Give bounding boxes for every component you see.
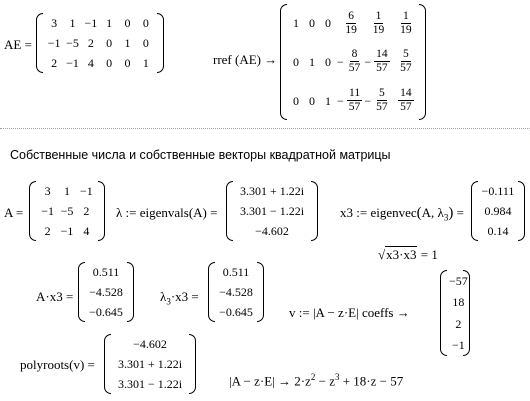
a-label: A = bbox=[4, 205, 24, 220]
matrix-fraction: $\frac{1}{19}$ bbox=[400, 9, 412, 36]
matrix-fraction: $\frac{1}{19}$ bbox=[372, 9, 385, 36]
lambda-vector bbox=[226, 181, 318, 241]
matrix-cell: −1 bbox=[41, 204, 55, 218]
vector-cell: 3.301 + 1.22i bbox=[239, 184, 305, 198]
matrix-cell: 1 bbox=[142, 56, 149, 70]
x3-vector bbox=[471, 181, 525, 241]
matrix-cell: 1 bbox=[293, 16, 299, 31]
vector-cell: 18 bbox=[452, 295, 465, 310]
matrix-fraction: − $\frac{11}{57}$ bbox=[337, 87, 361, 114]
matrix-cell: 0 bbox=[293, 54, 299, 69]
matrix-cell: 0 bbox=[106, 36, 113, 50]
vector-cell: −4.602 bbox=[255, 224, 289, 238]
v-vector bbox=[440, 270, 470, 356]
rref-label: rref (AE) → bbox=[213, 52, 278, 67]
a-matrix bbox=[29, 181, 105, 241]
vector-cell: 3.301 − 1.22i bbox=[117, 377, 183, 391]
charpoly-expression: $|A - z\cdot E| \to 2\cdot z^2 - z^3 + 18\cdot z - 57$ bbox=[229, 372, 404, 389]
matrix-cell: 0 bbox=[325, 16, 331, 31]
matrix-cell: 1 bbox=[69, 16, 76, 30]
vector-cell: −57 bbox=[449, 273, 468, 288]
polyroots-vector bbox=[104, 334, 196, 394]
matrix-cell: 0 bbox=[142, 36, 149, 50]
matrix-cell: 3 bbox=[51, 16, 58, 30]
vector-cell: 0.511 bbox=[92, 265, 120, 279]
matrix-cell: 0 bbox=[309, 16, 315, 31]
vector-cell: −1 bbox=[452, 338, 465, 353]
ax3-label: A·x3 = bbox=[36, 289, 74, 304]
ae-label: AE = bbox=[4, 37, 32, 52]
matrix-cell: −5 bbox=[60, 204, 74, 218]
matrix-cell: −1 bbox=[47, 36, 61, 50]
matrix-cell: 2 bbox=[44, 224, 51, 238]
matrix-cell: −5 bbox=[66, 36, 79, 50]
matrix-cell: 1 bbox=[63, 184, 70, 198]
matrix-cell: 0 bbox=[293, 93, 299, 108]
norm-check: √x3·x3 = 1 bbox=[378, 247, 438, 262]
matrix-cell: 4 bbox=[87, 56, 94, 70]
matrix-cell: 0 bbox=[124, 16, 131, 30]
vector-cell: 0.511 bbox=[222, 265, 250, 279]
matrix-cell: 0 bbox=[124, 56, 131, 70]
matrix-cell: 0 bbox=[142, 16, 149, 30]
matrix-fraction: $\frac{5}{57}$ bbox=[400, 48, 412, 75]
vector-cell: 0.984 bbox=[484, 204, 512, 218]
polyroots-label: polyroots(v) = bbox=[20, 357, 95, 372]
matrix-cell: 1 bbox=[325, 93, 331, 108]
vector-cell: 2 bbox=[455, 316, 462, 331]
matrix-cell: 1 bbox=[124, 36, 131, 50]
lambda-x3-label: $\lambda_3\cdot x3$ = bbox=[160, 289, 199, 307]
sqrt-icon: √ bbox=[378, 247, 386, 262]
lambda-label: λ := eigenvals(A) = bbox=[116, 205, 218, 220]
rref-matrix bbox=[280, 4, 426, 120]
ae-matrix bbox=[36, 13, 164, 73]
matrix-cell: 0 bbox=[309, 93, 315, 108]
matrix-cell: −1 bbox=[66, 56, 79, 70]
vector-cell: 0.14 bbox=[487, 224, 509, 238]
vector-cell: 3.301 − 1.22i bbox=[239, 204, 305, 218]
matrix-cell: 1 bbox=[106, 16, 113, 30]
matrix-fraction: − $\frac{14}{57}$ bbox=[364, 48, 388, 75]
matrix-cell: 4 bbox=[83, 224, 90, 238]
matrix-fraction: $\frac{14}{57}$ bbox=[400, 87, 412, 114]
matrix-cell: 1 bbox=[309, 54, 315, 69]
lambda-x3-vector bbox=[208, 262, 264, 322]
matrix-cell: −1 bbox=[60, 224, 74, 238]
vector-cell: −0.111 bbox=[481, 184, 515, 198]
matrix-cell: 2 bbox=[83, 204, 90, 218]
vector-cell: −0.645 bbox=[89, 305, 123, 319]
section-heading: Собственные числа и собственные векторы квадратной матрицы bbox=[10, 148, 391, 162]
matrix-cell: 3 bbox=[44, 184, 51, 198]
region-separator bbox=[0, 128, 530, 129]
matrix-fraction: − $\frac{8}{57}$ bbox=[337, 48, 361, 75]
matrix-cell: 0 bbox=[106, 56, 113, 70]
matrix-cell: 0 bbox=[325, 54, 331, 69]
matrix-fraction: − $\frac{5}{57}$ bbox=[364, 87, 388, 114]
vector-cell: −4.528 bbox=[89, 285, 123, 299]
vector-cell: 3.301 + 1.22i bbox=[117, 357, 183, 371]
matrix-cell: −1 bbox=[84, 16, 98, 30]
vector-cell: −4.602 bbox=[133, 337, 167, 351]
v-label: v := |A − z·E| coeffs → bbox=[289, 305, 410, 320]
matrix-cell: 2 bbox=[87, 36, 94, 50]
ax3-vector bbox=[78, 262, 134, 322]
matrix-cell: −1 bbox=[79, 184, 93, 198]
x3-label: x3 := eigenvec(A, $\lambda_3$) = bbox=[340, 205, 464, 223]
vector-cell: −0.645 bbox=[219, 305, 253, 319]
matrix-fraction: $\frac{6}{19}$ bbox=[345, 9, 357, 36]
matrix-cell: 2 bbox=[51, 56, 58, 70]
vector-cell: −4.528 bbox=[219, 285, 253, 299]
